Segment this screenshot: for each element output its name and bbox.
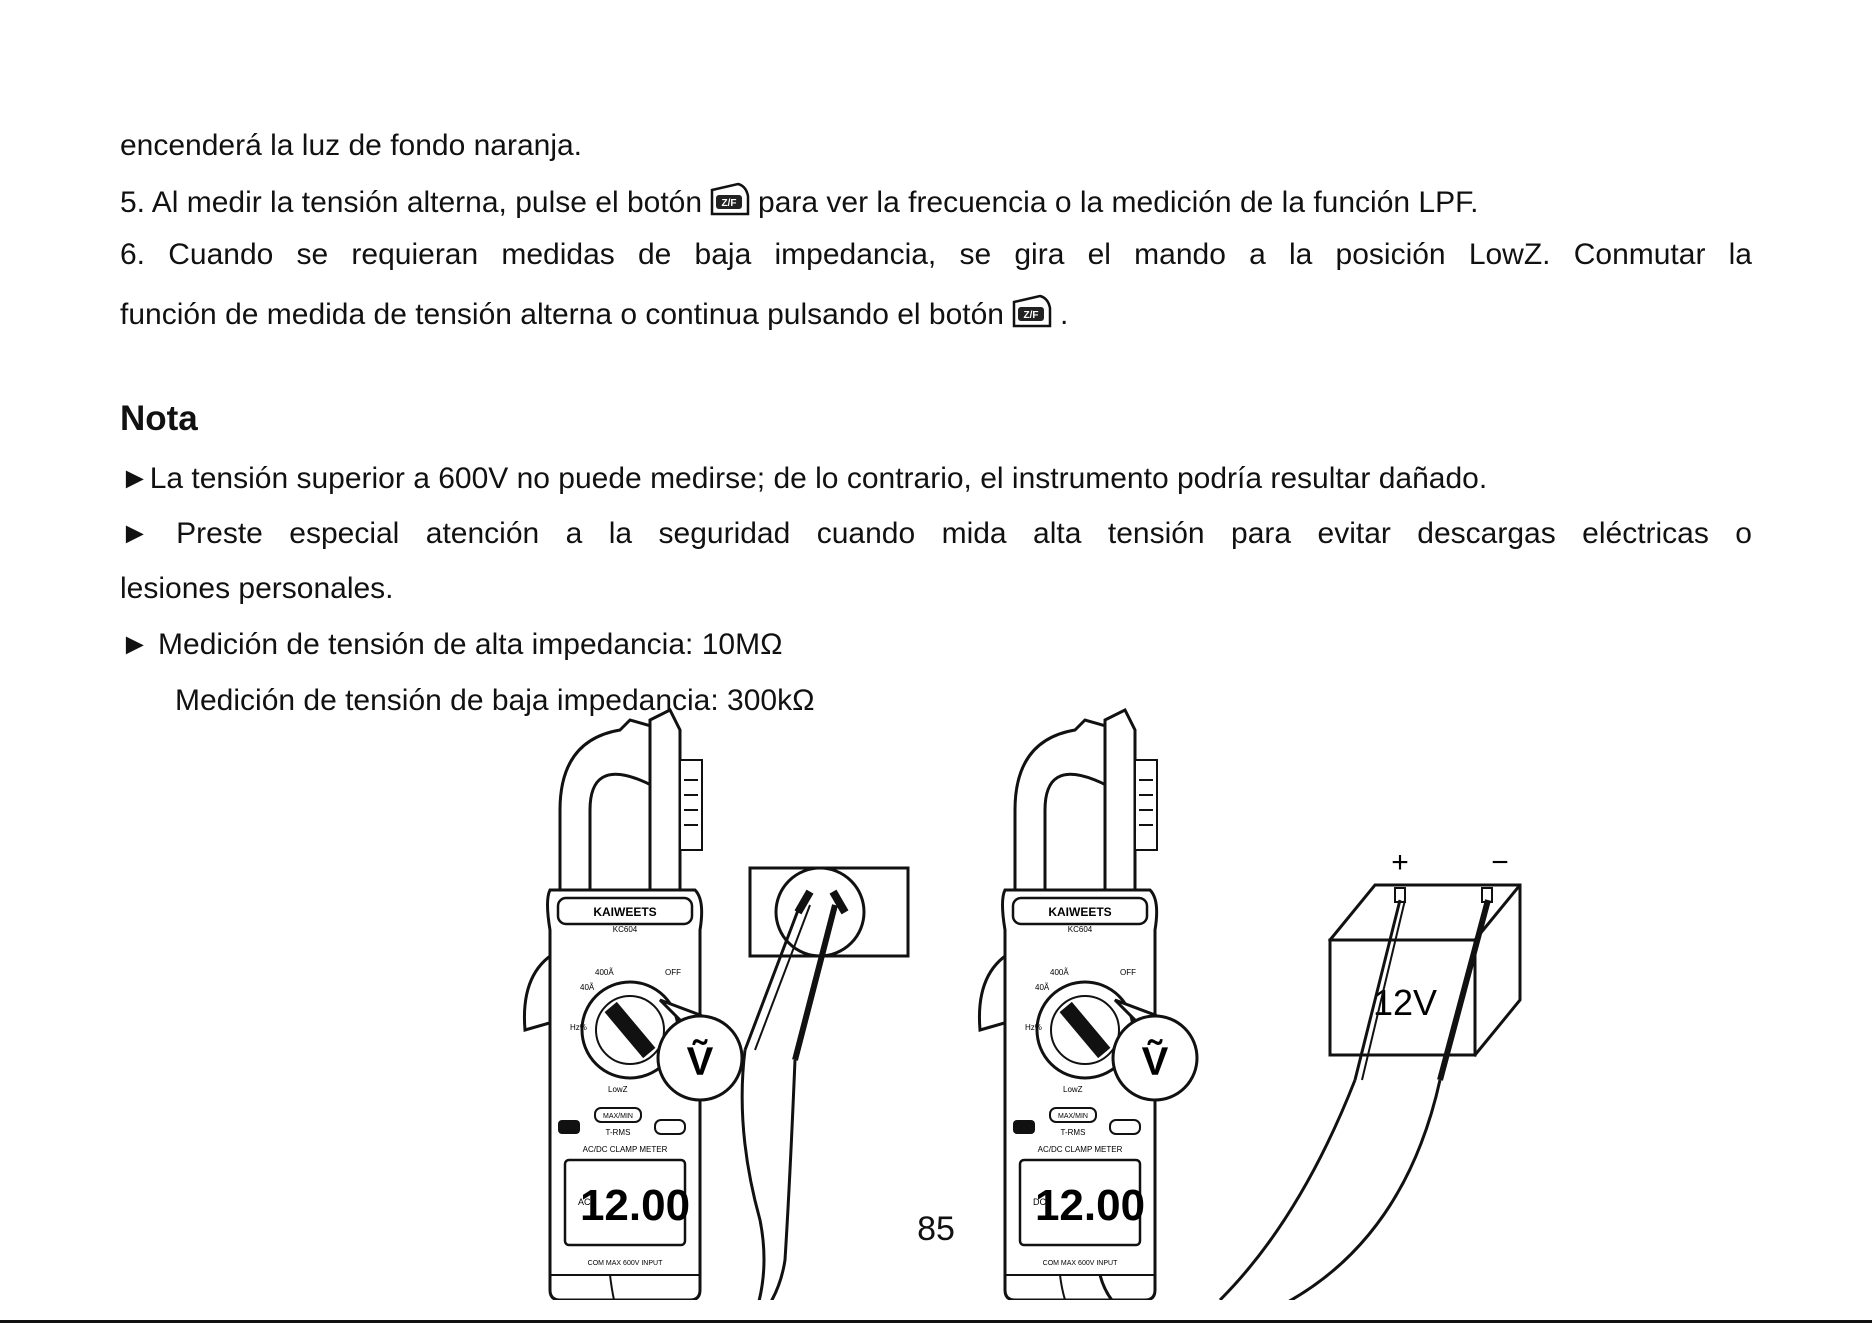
text-line4b: .: [1060, 297, 1069, 331]
paragraph-line: [120, 127, 1752, 165]
page-number: [0, 1210, 1872, 1249]
measurement-diagram: KAIWEETS KC604 400Ã 40Ã Hz% LowZ OFF MAX/MIN T-RMS AC/DC CLAMP METER 12.00 COM MAX 600V INPUT AC Ṽ DC Ṽ + − 12V: [0, 700, 1872, 1300]
note2: ► Preste especial atención a la seguridad cuando mida alta tensión para evitar descargas eléctricas o: [120, 517, 1752, 550]
text-line1: encenderá la luz de fondo naranja.: [120, 129, 583, 162]
paragraph-line: [120, 236, 1752, 274]
bottom-rule: [0, 1320, 1872, 1323]
note-item: [120, 460, 1752, 498]
zf-button-icon: [708, 180, 752, 228]
battery-12v: [1330, 846, 1520, 1055]
note-item: [120, 626, 1752, 664]
svg-text:12V: 12V: [1372, 982, 1438, 1023]
nota-heading: Nota: [120, 399, 198, 438]
svg-text:Ṽ: Ṽ: [686, 1040, 714, 1084]
svg-text:AC: AC: [578, 1197, 591, 1207]
zf-button-icon: [1010, 292, 1054, 340]
section-heading: [120, 400, 1752, 438]
svg-text:DC: DC: [1033, 1197, 1046, 1207]
note1: ►La tensión superior a 600V no puede medirse; de lo contrario, el instrumento podría resultar dañado.: [120, 462, 1488, 495]
text-line4a: función de medida de tensión alterna o continua pulsando el botón: [120, 297, 1004, 331]
page-number-text: 85: [917, 1210, 955, 1248]
text-line2a: 5. Al medir la tensión alterna, pulse el botón: [120, 185, 703, 219]
wall-outlet: [750, 868, 908, 956]
paragraph-line: [120, 292, 1752, 340]
svg-text:Z/F: Z/F: [1023, 310, 1039, 321]
svg-text:+: +: [1391, 846, 1409, 879]
paragraph-line: [120, 180, 1752, 228]
svg-text:−: −: [1491, 846, 1509, 879]
note-item: [120, 515, 1752, 553]
note-item-cont: [120, 570, 1752, 608]
note3-cont: Medición de tensión de baja impedancia: 300kΩ: [175, 684, 815, 717]
text-line2b: para ver la frecuencia o la medición de la función LPF.: [758, 185, 1479, 219]
note3: ► Medición de tensión de alta impedancia: 10MΩ: [120, 628, 783, 661]
note2-cont: lesiones personales.: [120, 572, 394, 605]
svg-text:Z/F: Z/F: [721, 198, 737, 209]
text-line3: 6. Cuando se requieran medidas de baja impedancia, se gira el mando a la posición LowZ. Conmutar la: [120, 238, 1752, 271]
svg-text:Ṽ: Ṽ: [1141, 1040, 1169, 1084]
